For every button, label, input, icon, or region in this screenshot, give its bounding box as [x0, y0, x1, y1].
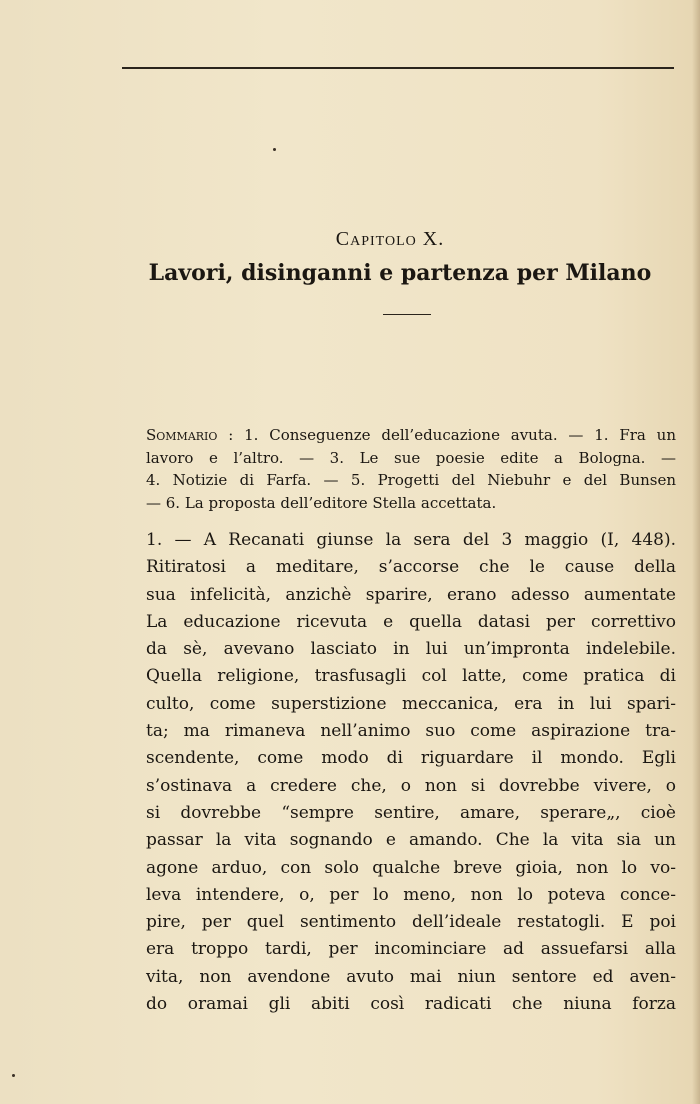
body-line: da sè, avevano lasciato in lui un’impronta indelebile.: [146, 639, 676, 660]
summary-line: 4. Notizie di Farfa. — 5. Progetti del Niebuhr e del Bunsen: [146, 471, 676, 489]
body-text: [146, 527, 676, 1018]
body-line: passar la vita sognando e amando. Che la vita sia un: [146, 830, 676, 851]
body-line: leva intendere, o, per lo meno, non lo poteva conce-: [146, 884, 676, 905]
chapter-label: Capitolo X.: [335, 228, 445, 250]
body-line: Ritiratosi a meditare, s’accorse che le cause della: [146, 557, 676, 578]
summary-label: Sommario: [146, 426, 218, 444]
page-edge-shadow: [692, 0, 700, 1104]
speck: [273, 148, 276, 151]
summary-line: — 6. La proposta dell’editore Stella accettata.: [146, 493, 497, 512]
summary-line: Sommario : 1. Conseguenze dell’educazione avuta. — 1. Fra un: [146, 426, 676, 444]
body-line: vita, non avendone avuto mai niun sentore ed aven-: [146, 966, 676, 987]
body-line: 1. — A Recanati giunse la sera del 3 maggio (I, 448).: [146, 530, 676, 550]
body-line: do oramai gli abiti così radicati che niuna forza: [146, 994, 676, 1015]
body-line: era troppo tardi, per incominciare ad assuefarsi alla: [146, 939, 676, 960]
speck: [12, 1074, 15, 1077]
body-line: scendente, come modo di riguardare il mondo. Egli: [146, 748, 676, 769]
chapter-summary: [146, 424, 676, 514]
body-line: pire, per quel sentimento dell’ideale restatogli. E poi: [146, 912, 676, 933]
title-rule: [383, 314, 431, 315]
body-line: agone arduo, con solo qualche breve gioia, non lo vo-: [146, 857, 676, 878]
body-line: La educazione ricevuta e quella datasi per correttivo: [146, 611, 676, 632]
chapter-title: Lavori, disinganni e partenza per Milano: [148, 260, 652, 286]
body-line: culto, come superstizione meccanica, era in lui spari-: [146, 693, 676, 714]
body-line: sua infelicità, anzichè sparire, erano adesso aumentate: [146, 584, 676, 605]
summary-line: lavoro e l’altro. — 3. Le sue poesie edite a Bologna. —: [146, 448, 676, 467]
top-rule: [122, 67, 674, 69]
body-line: s’ostinava a credere che, o non si dovrebbe vivere, o: [146, 775, 676, 796]
body-line: si dovrebbe “sempre sentire, amare, sperare„, cioè: [146, 802, 676, 823]
body-line: Quella religione, trasfusagli col latte, come pratica di: [146, 666, 676, 687]
body-line: ta; ma rimaneva nell’animo suo come aspirazione tra-: [146, 721, 676, 742]
